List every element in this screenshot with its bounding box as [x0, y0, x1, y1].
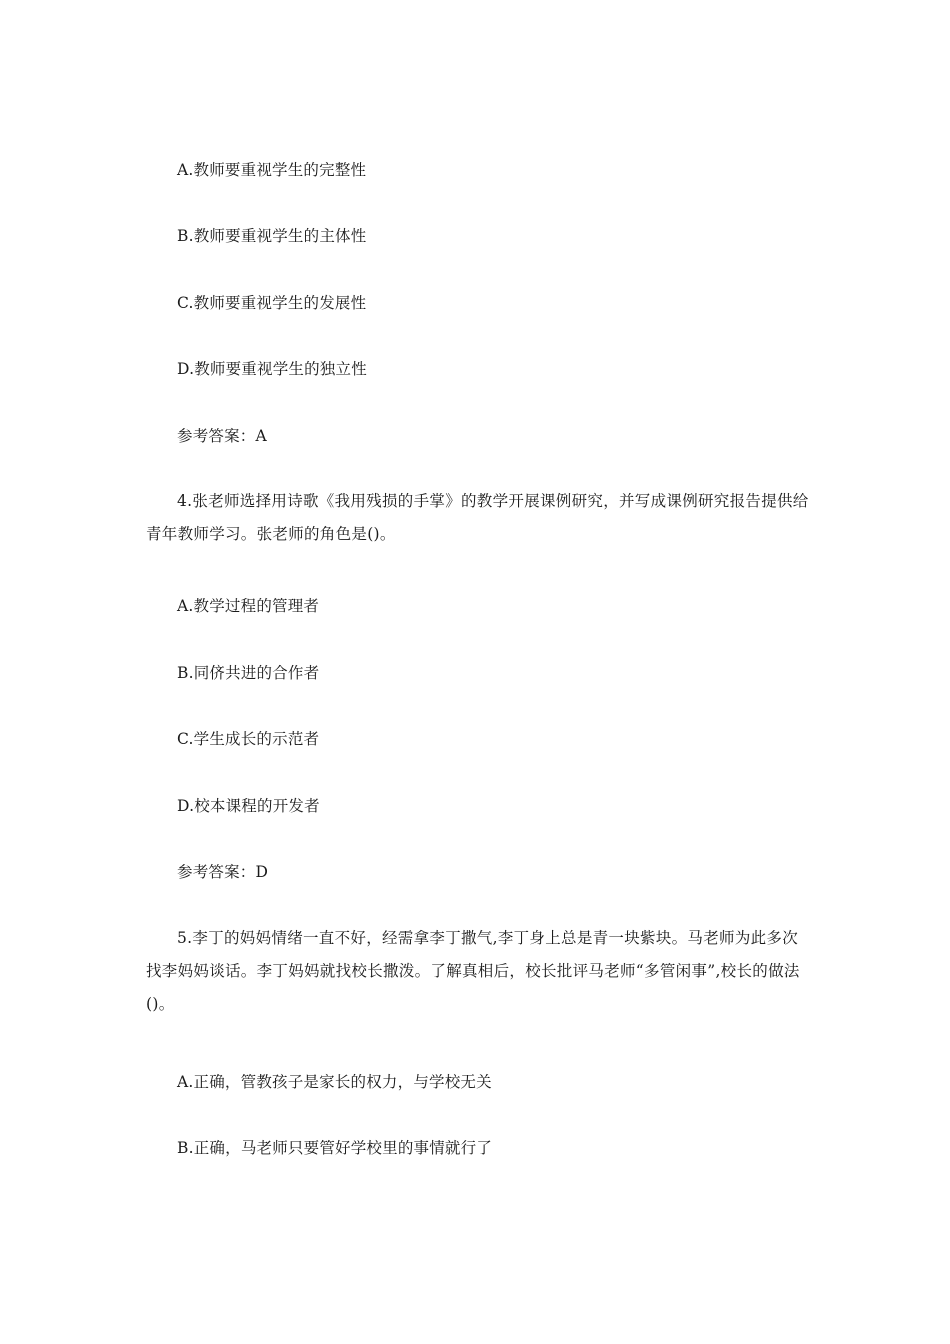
reference-answer: 参考答案：A — [177, 427, 267, 445]
option-d-text: D.校本课程的开发者 — [177, 797, 320, 815]
option-b-text: B.同侪共进的合作者 — [177, 664, 320, 682]
question-4: 4.张老师选择用诗歌《我用残损的手掌》的教学开展课例研究，并写成课例研究报告提供给青年教师学习。张老师的角色是()。 — [146, 492, 809, 543]
reference-answer: 参考答案：D — [177, 863, 269, 881]
option-c-text: C.教师要重视学生的发展性 — [177, 294, 367, 312]
option-b-text: B.教师要重视学生的主体性 — [177, 227, 367, 245]
option-b-text: B.正确，马老师只要管好学校里的事情就行了 — [177, 1139, 493, 1157]
option-a-text: A.教学过程的管理者 — [177, 597, 320, 615]
question-5: 5.李丁的妈妈情绪一直不好，经需拿李丁撒气,李丁身上总是青一块紫块。马老师为此多次找李妈妈谈话。李丁妈妈就找校长撒泼。了解真相后，校长批评马老师“多管闲事”,校长的做法()。 — [146, 929, 800, 1013]
option-a-text: A.正确，管教孩子是家长的权力，与学校无关 — [177, 1073, 492, 1091]
option-c-text: C.学生成长的示范者 — [177, 730, 320, 748]
option-d-text: D.教师要重视学生的独立性 — [177, 360, 367, 378]
option-a-text: A.教师要重视学生的完整性 — [177, 161, 367, 179]
